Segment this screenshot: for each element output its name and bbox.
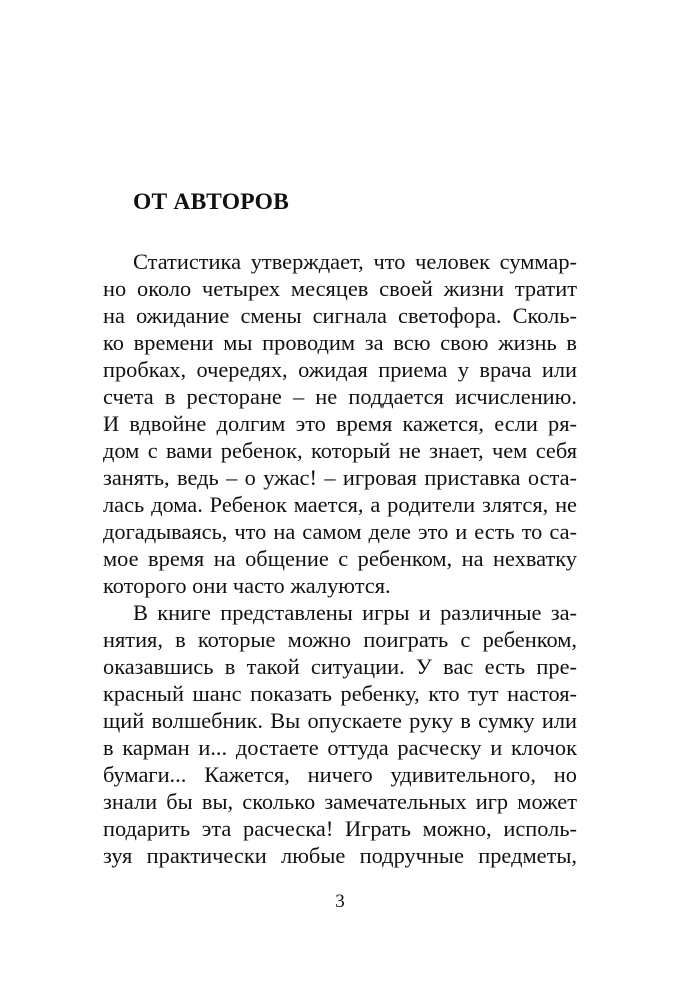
- page-number: 3: [335, 891, 345, 912]
- paragraph-1-line-8: дом с вами ребенок, который не знает, чем себя: [103, 438, 577, 463]
- paragraph-2-line-3: оказавшись в такой ситуации. У вас есть пре-: [103, 654, 577, 679]
- paragraph-2-line-4: красный шанс показать ребенку, кто тут настоя-: [103, 681, 577, 706]
- paragraph-2-line-8: знали бы вы, сколько замечательных игр может: [103, 789, 577, 814]
- paragraph-1-line-7: И вдвойне долгим это время кажется, если ря-: [103, 411, 577, 436]
- paragraph-2-line-5: щий волшебник. Вы опускаете руку в сумку или: [103, 708, 577, 733]
- paragraph-2-line-9: подарить эта расческа! Играть можно, исполь-: [103, 816, 577, 841]
- paragraph-2-line-2: нятия, в которые можно поиграть с ребенком,: [103, 627, 577, 652]
- paragraph-1-line-12: мое время на общение с ребенком, на нехватку: [103, 546, 577, 571]
- paragraph-1-line-6: счета в ресторане – не поддается исчислению.: [103, 384, 577, 409]
- paragraph-1-line-1: Статистика утверждает, что человек суммар-: [133, 249, 577, 274]
- section-heading: ОТ АВТОРОВ: [133, 189, 289, 215]
- paragraph-1-line-5: пробках, очередях, ожидая приема у врача или: [103, 357, 577, 382]
- paragraph-2-line-1: В книге представлены игры и различные за-: [133, 600, 577, 625]
- paragraph-1-line-2: но около четырех месяцев своей жизни тратит: [103, 276, 577, 301]
- paragraph-2-line-10: зуя практически любые подручные предметы,: [103, 843, 577, 868]
- paragraph-1-line-9: занять, ведь – о ужас! – игровая приставка оста-: [103, 465, 577, 490]
- paragraph-1-line-11: догадываясь, что на самом деле это и есть то са-: [103, 519, 577, 544]
- paragraph-2-line-6: в карман и... достаете оттуда расческу и клочок: [103, 735, 577, 760]
- paragraph-1-line-10: лась дома. Ребенок мается, а родители злятся, не: [103, 492, 577, 517]
- paragraph-1-line-13: которого они часто жалуются.: [103, 573, 391, 598]
- paragraph-1-line-3: на ожидание смены сигнала светофора. Сколь-: [103, 303, 577, 328]
- paragraph-1-line-4: ко времени мы проводим за всю свою жизнь в: [103, 330, 577, 355]
- paragraph-2-line-7: бумаги... Кажется, ничего удивительного, но: [103, 762, 577, 787]
